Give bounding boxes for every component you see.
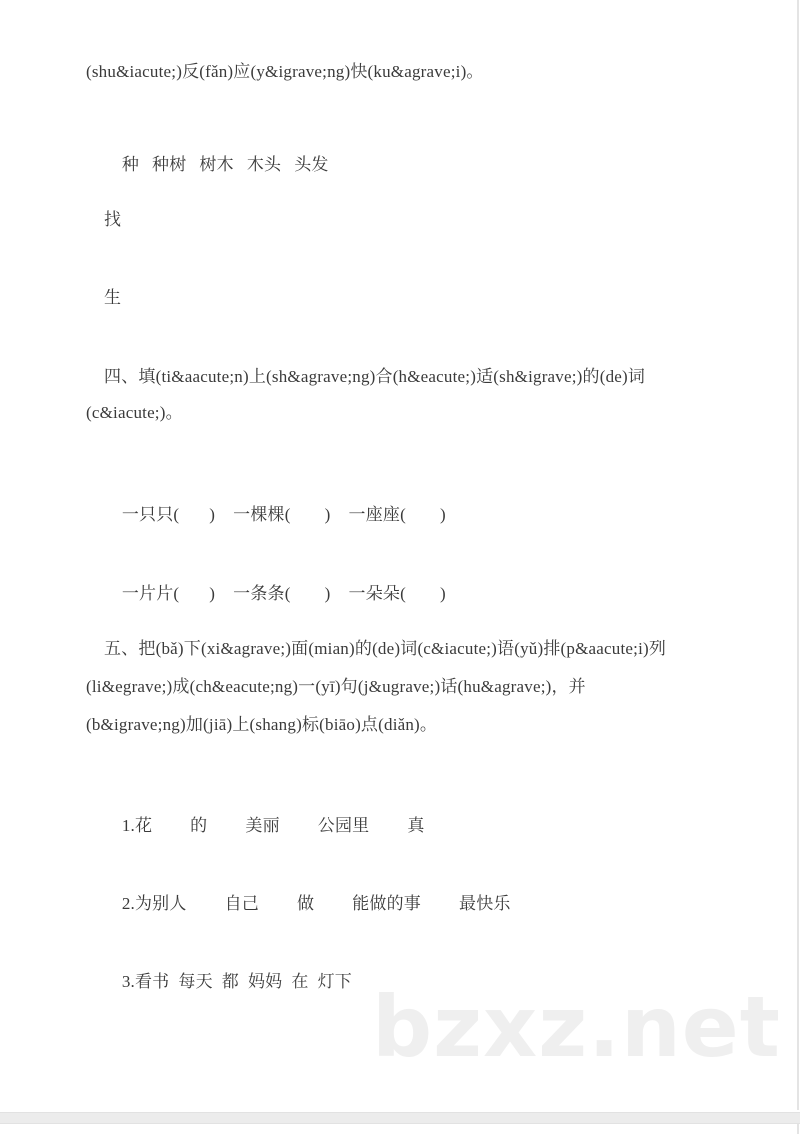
reorder-word: 最快乐 [459,894,511,913]
single-char: 生 [104,288,122,307]
reorder-word: 灯下 [317,972,352,991]
reorder-word: 真 [407,816,425,835]
reorder-word: 每天 [178,972,213,991]
fill-row [104,561,446,627]
reorder-word: 花 [134,816,153,835]
fill-item-close: ) [439,584,446,603]
reorder-word: 美丽 [245,816,280,835]
section4-title: 四、填(ti&aacute;n)上(sh&agrave;ng)合(h&eacute;)适(sh&igrave;)的(de)词 [104,367,646,386]
reorder-number: 1. [121,816,135,835]
reorder-word: 为别人 [134,894,187,913]
reorder-number: 2. [121,894,135,913]
fill-item-label: 一片片( [121,584,180,603]
reorder-word: 公园里 [317,816,370,835]
fill-item-label: 一只只( [121,505,180,524]
fill-item-label: 一座座( [348,505,406,524]
reorder-word: 能做的事 [352,894,421,913]
watermark: bzxz.net [372,978,781,1076]
reorder-word: 自己 [224,894,259,913]
fill-item-label: 一棵棵( [233,505,291,524]
fill-item-close: ) [209,584,216,603]
reorder-item [104,871,511,937]
word-chain-item: 木头 [246,155,282,174]
pinyin-line-top: (shu&iacute;)反(fǎn)应(y&igrave;ng)快(ku&agrave;i)。 [86,62,484,81]
next-page-edge [0,1124,799,1134]
section5-title-cont: (b&igrave;ng)加(jiā)上(shang)标(biāo)点(diǎn)。 [86,715,438,734]
word-chain-item: 种树 [152,155,187,174]
reorder-word: 都 [221,972,239,991]
single-char: 找 [104,210,122,229]
word-chain-item: 种 [121,155,140,174]
section5-title: 五、把(bǎ)下(xi&agrave;)面(mian)的(de)词(c&iacute;)语(yǔ)排(p&aacute;i)列 [104,639,667,658]
fill-row [104,482,446,548]
reorder-word: 在 [291,972,309,991]
fill-item-label: 一朵朵( [348,584,406,603]
reorder-word: 做 [296,894,315,913]
reorder-item [104,793,425,859]
word-chain [104,132,329,198]
reorder-number: 3. [121,972,135,991]
fill-item-close: ) [439,505,446,524]
fill-item-close: ) [324,505,331,524]
reorder-item [104,949,352,1015]
reorder-word: 看书 [134,972,170,991]
section4-title-cont: (c&iacute;)。 [86,403,183,422]
reorder-word: 妈妈 [247,972,283,991]
fill-item-label: 一条条( [233,584,291,603]
reorder-word: 的 [190,816,208,835]
word-chain-item: 树木 [199,155,234,174]
fill-item-close: ) [324,584,331,603]
fill-item-close: ) [209,505,216,524]
page-separator [0,1112,800,1124]
word-chain-item: 头发 [294,155,329,174]
section5-title-cont: (li&egrave;)成(ch&eacute;ng)一(yī)句(j&ugrave;)话(hu&agrave;)，并 [86,677,586,696]
